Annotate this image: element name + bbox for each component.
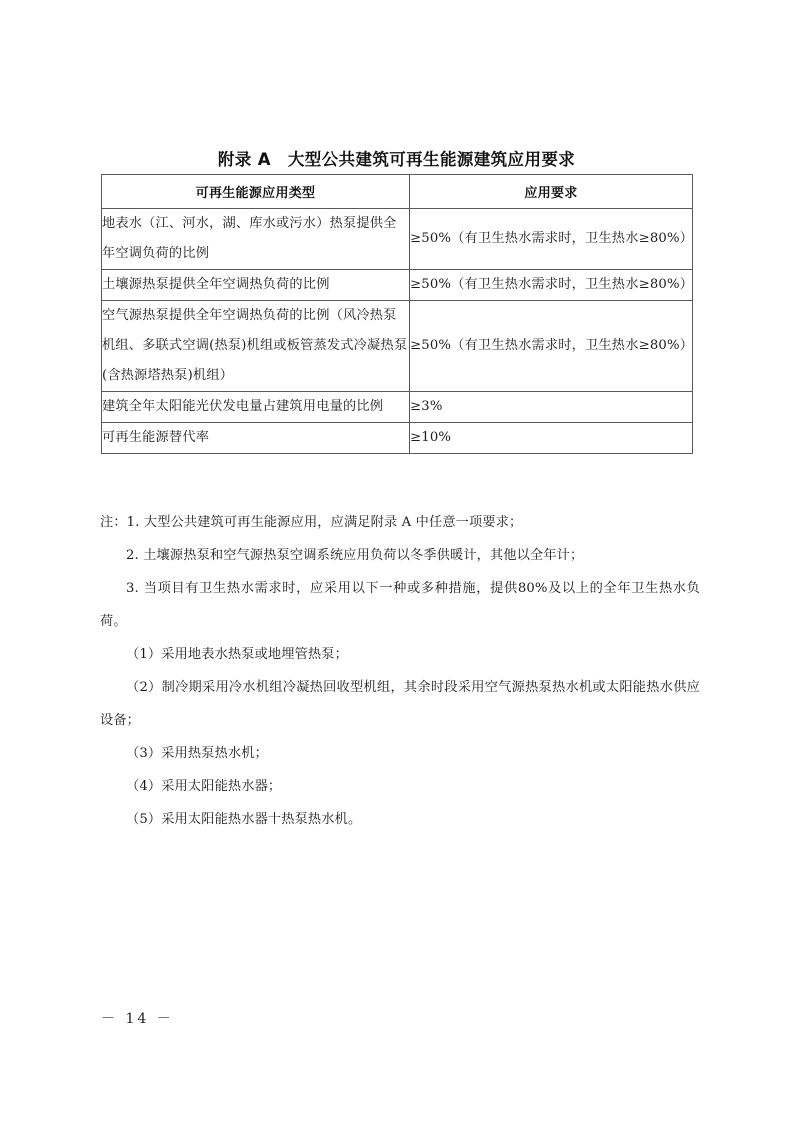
measure-item-5: （5）采用太阳能热水器十热泵热水机。 xyxy=(126,812,362,827)
column-header-requirement: 应用要求 xyxy=(410,175,693,209)
page-title: 附录 A 大型公共建筑可再生能源建筑应用要求 xyxy=(217,150,576,169)
table-header-row xyxy=(102,175,693,209)
note-item-1: 注：1. 大型公共建筑可再生能源应用，应满足附录 A 中任意一项要求； xyxy=(100,515,523,530)
measure-item-2: （2）制冷期采用冷水机组冷凝热回收型机组，其余时段采用空气源热泵热水机或太阳能热水供应设备； xyxy=(100,680,700,728)
note-item-2: 2. 土壤源热泵和空气源热泵空调系统应用负荷以冬季供暖计，其他以全年计； xyxy=(126,548,584,563)
cell-type: 空气源热泵提供全年空调热负荷的比例（风冷热泵机组、多联式空调(热泵)机组或板管蒸发式冷凝热泵(含热源塔热泵)机组） xyxy=(102,301,410,392)
cell-requirement: ≥50%（有卫生热水需求时，卫生热水≥80%） xyxy=(410,301,693,392)
table-notes xyxy=(100,506,700,836)
cell-requirement: ≥50%（有卫生热水需求时，卫生热水≥80%） xyxy=(410,270,693,301)
cell-requirement: ≥50%（有卫生热水需求时，卫生热水≥80%） xyxy=(410,209,693,270)
cell-type: 地表水（江、河水，湖、库水或污水）热泵提供全年空调负荷的比例 xyxy=(102,209,410,270)
table-row xyxy=(102,423,693,454)
note-item-3: 3. 当项目有卫生热水需求时，应采用以下一种或多种措施，提供80%及以上的全年卫生热水负荷。 xyxy=(100,581,700,629)
cell-type: 建筑全年太阳能光伏发电量占建筑用电量的比例 xyxy=(102,392,410,423)
page-number: － 14 － xyxy=(101,1011,174,1027)
table-row xyxy=(102,392,693,423)
cell-requirement: ≥3% xyxy=(410,392,693,423)
measure-item-3: （3）采用热泵热水机； xyxy=(126,746,268,761)
measure-item-4: （4）采用太阳能热水器； xyxy=(126,779,282,794)
measure-item-1: （1）采用地表水热泵或地埋管热泵； xyxy=(126,647,348,662)
cell-type: 可再生能源替代率 xyxy=(102,423,410,454)
column-header-type: 可再生能源应用类型 xyxy=(102,175,410,209)
cell-type: 土壤源热泵提供全年空调热负荷的比例 xyxy=(102,270,410,301)
table-row xyxy=(102,301,693,392)
cell-requirement: ≥10% xyxy=(410,423,693,454)
table-row xyxy=(102,270,693,301)
table-row xyxy=(102,209,693,270)
renewable-energy-requirements-table xyxy=(101,174,693,454)
